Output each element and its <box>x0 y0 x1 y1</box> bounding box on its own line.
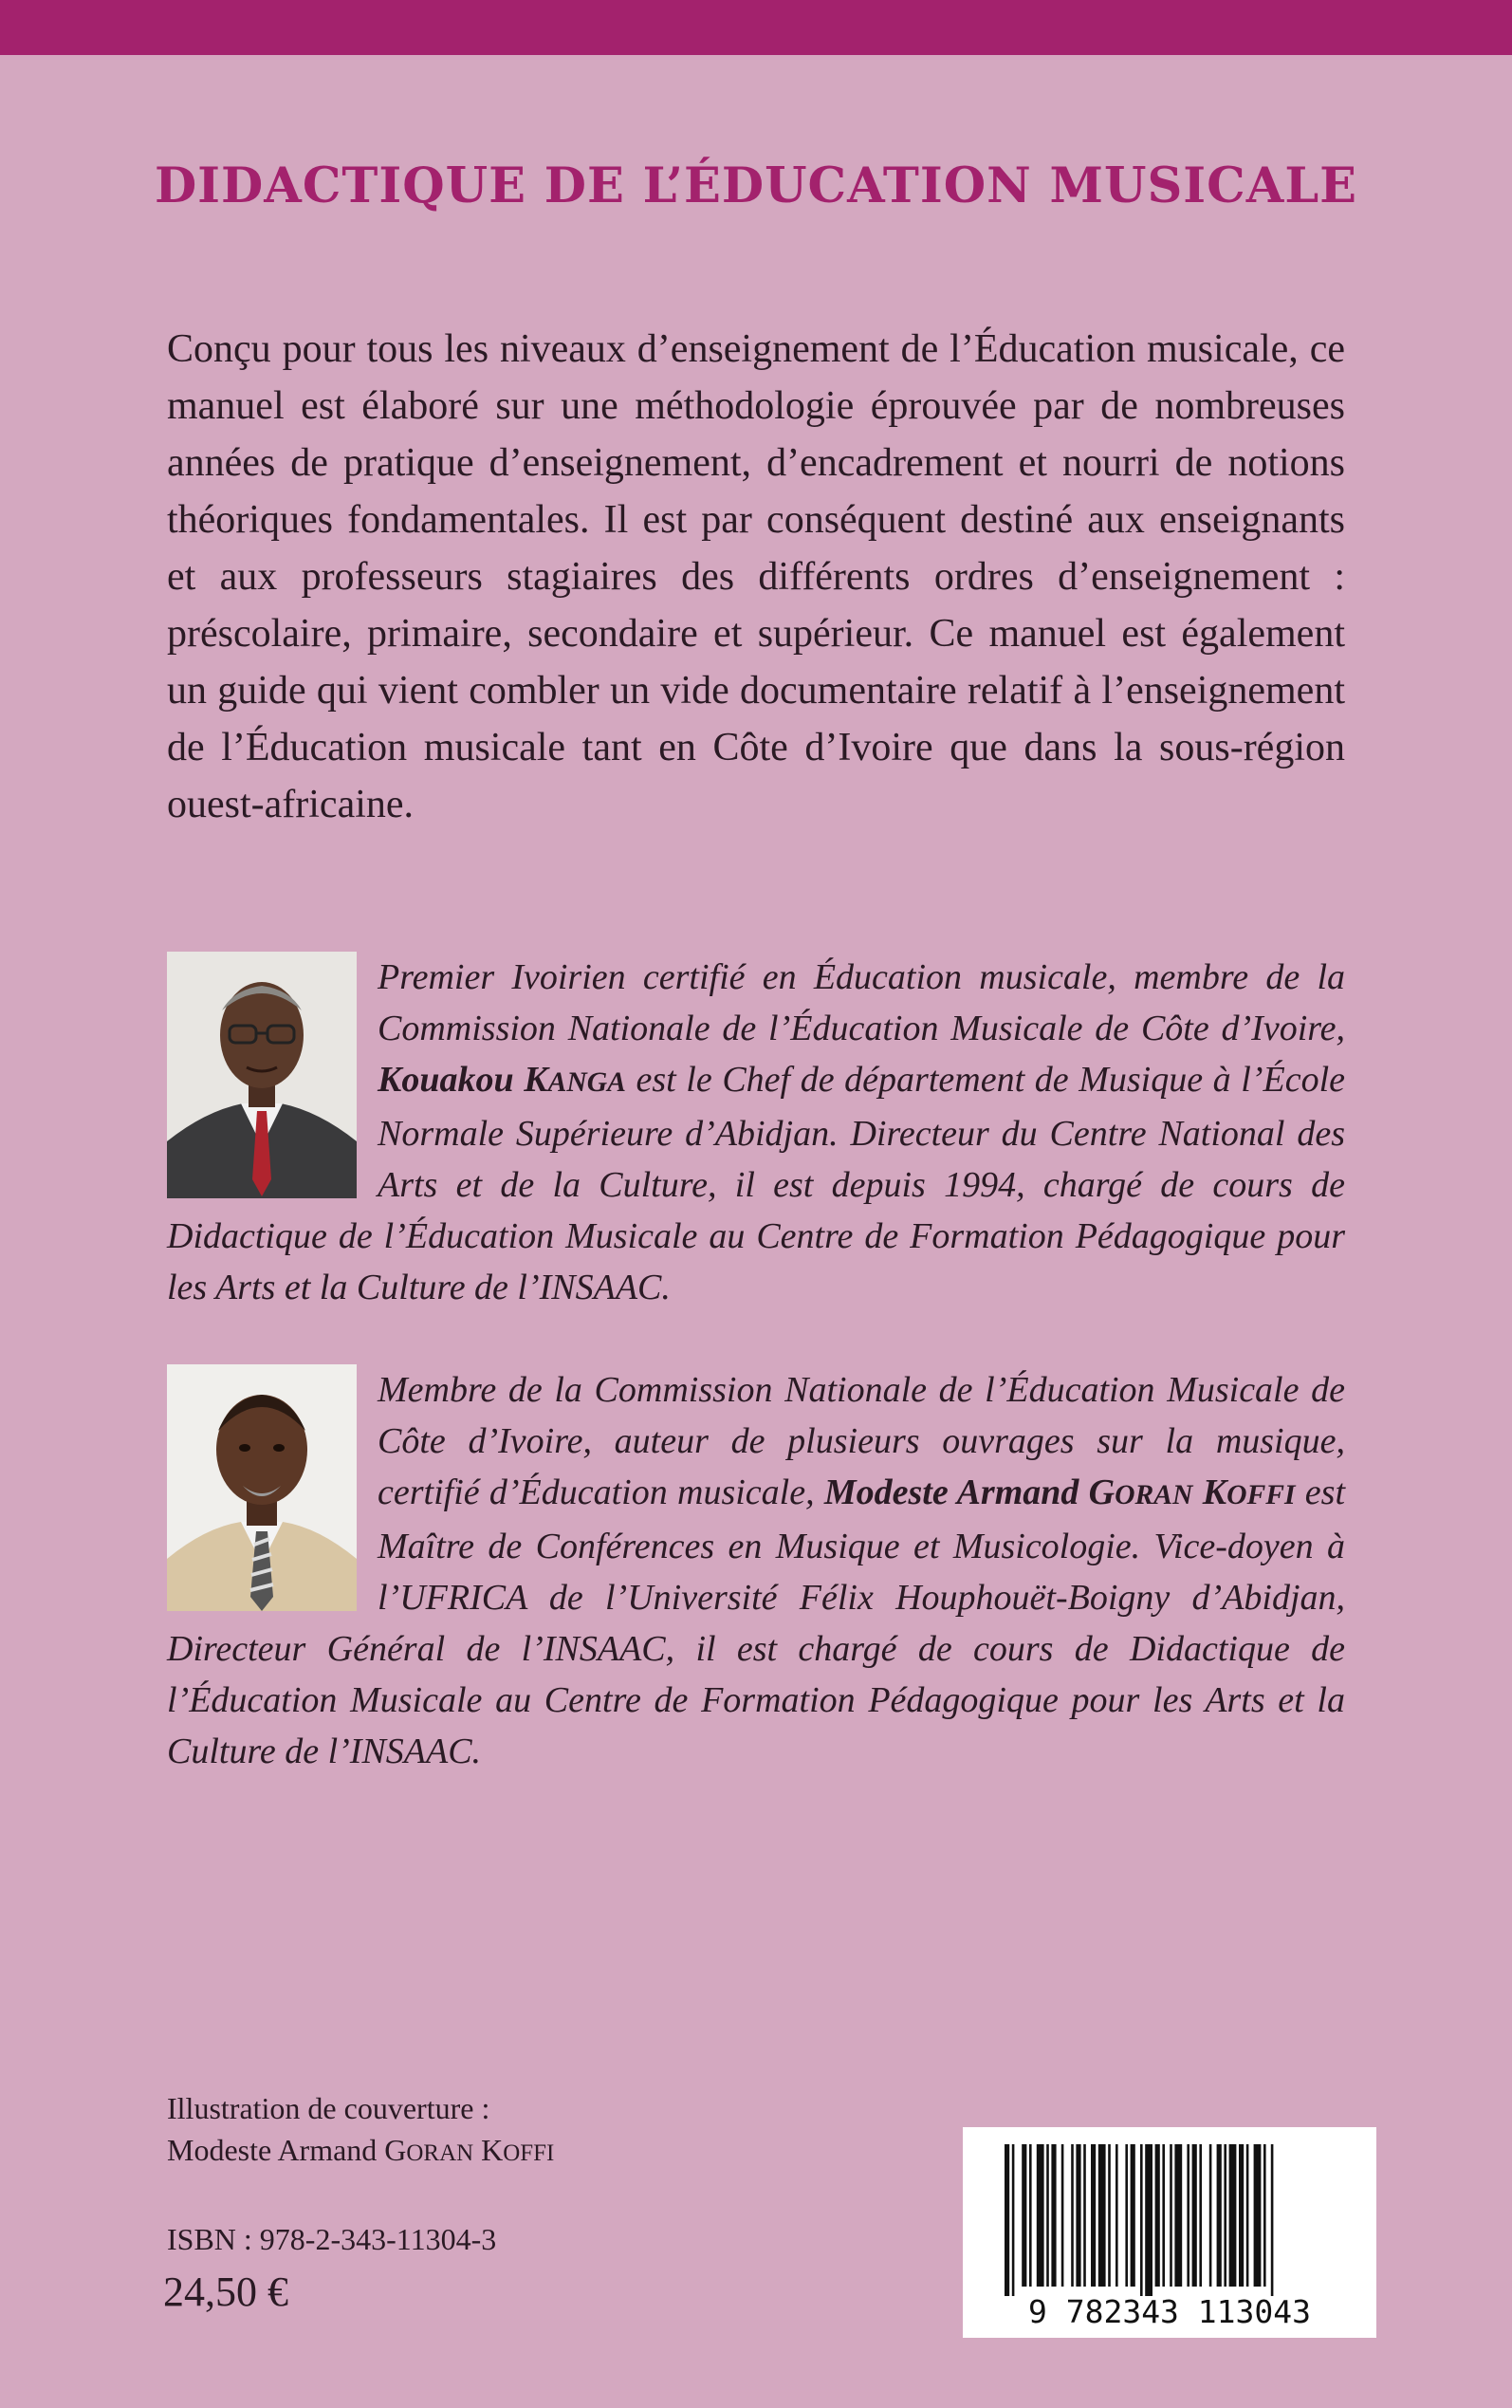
barcode-bar <box>1108 2144 1111 2287</box>
barcode-bar <box>1199 2144 1202 2287</box>
credit-label: Illustration de couverture : <box>167 2091 490 2125</box>
book-summary: Conçu pour tous les niveaux d’enseignement de l’Éducation musicale, ce manuel est élaboré sur une méthodologie éprouvée par de nombreuses années de pratique d’enseignement, d’encadrement et nourri de notions théoriques fondamentales. Il est par conséquent destiné aux enseignants et aux professeurs stagiaires des différents ordres d’enseignement : préscolaire, primaire, secondaire et supérieur. Ce manuel est également un guide qui vient combler un vide documentaire relatif à l’enseignement de l’Éducation musicale tant en Côte d’Ivoire que dans la sous-région ouest-africaine. <box>167 327 1345 826</box>
barcode-bar <box>1116 2144 1118 2287</box>
credit-name: Modeste Armand GORAN KOFFI <box>167 2133 555 2167</box>
barcode-bar <box>1263 2144 1266 2287</box>
barcode-bar <box>1083 2144 1086 2287</box>
barcode-digits: 9 782343 113043 <box>1027 2293 1312 2330</box>
barcode-bar <box>1239 2144 1244 2287</box>
barcode-bar <box>1005 2144 1009 2296</box>
bio-text-after: est Maître de Conférences en Musique et Musicologie. Vice-doyen à l’UFRICA de l’Université Félix Houphouët-Boigny d’Abidjan, Directeur Général de l’INSAAC, il est chargé de cours de Didactique de l’Éducation Musicale au Centre de Formation Pédagogique pour les Arts et la Culture de l’INSAAC. <box>167 1473 1346 1771</box>
author-bio-goran-koffi <box>167 1364 1345 1777</box>
top-color-band <box>0 0 1512 55</box>
isbn: ISBN : 978-2-343-11304-3 <box>167 2222 497 2256</box>
barcode-bar <box>1246 2144 1249 2287</box>
author-name-kanga: Kouakou KANGA <box>378 1060 626 1100</box>
barcode-bar <box>1145 2144 1152 2296</box>
barcode-bar <box>1029 2144 1032 2287</box>
barcode-bar <box>1022 2144 1026 2287</box>
barcode-bar <box>1224 2144 1226 2287</box>
ean13-barcode-icon <box>963 2127 1376 2338</box>
barcode-bar <box>1192 2144 1197 2287</box>
barcode-bar <box>1061 2144 1064 2287</box>
barcode-bar <box>1170 2144 1172 2287</box>
barcode-bar <box>1140 2144 1143 2296</box>
barcode-bar <box>1098 2144 1106 2287</box>
price: 24,50 € <box>163 2269 288 2315</box>
barcode-box <box>963 2127 1376 2338</box>
barcode-bar <box>1131 2144 1135 2287</box>
barcode-bar <box>1229 2144 1237 2287</box>
book-title: DIDACTIQUE DE L’ÉDUCATION MUSICALE <box>154 157 1358 214</box>
barcode-bar <box>1076 2144 1080 2287</box>
author-name-goran-koffi: Modeste Armand GORAN KOFFI <box>823 1473 1296 1512</box>
bio-text-after: est le Chef de département de Musique à l’École Normale Supérieure d’Abidjan. Directeur du Centre National des Arts et de la Culture, il est depuis 1994, chargé de cours de Didactique de l’Éducation Musicale au Centre de Formation Pédagogique pour les Arts et la Culture de l’INSAAC. <box>167 1060 1345 1307</box>
author-portrait-goran-koffi-icon <box>167 1364 357 1611</box>
barcode-bar <box>1125 2144 1128 2287</box>
cover-illustration-credit <box>167 2087 554 2175</box>
barcode-bar <box>1187 2144 1189 2287</box>
barcode-bar <box>1254 2144 1262 2287</box>
barcode-bar <box>1012 2144 1015 2296</box>
barcode-bar <box>1209 2144 1212 2287</box>
barcode-bar <box>1174 2144 1182 2287</box>
barcode-bar <box>1051 2144 1056 2287</box>
barcode-bar <box>1046 2144 1049 2287</box>
barcode-bar <box>1217 2144 1222 2287</box>
barcode-bar <box>1037 2144 1044 2287</box>
author-bio-kanga <box>167 952 1345 1313</box>
barcode-bar <box>1271 2144 1274 2296</box>
barcode-bar <box>1162 2144 1165 2287</box>
barcode-bar <box>1071 2144 1074 2287</box>
bio-text-before: Premier Ivoirien certifié en Éducation musicale, membre de la Commission Nationale de l’Éducation Musicale de Côte d’Ivoire, <box>378 957 1345 1048</box>
barcode-bar <box>1091 2144 1096 2287</box>
bio-text-before: Membre de la Commission Nationale de l’Éducation Musicale de Côte d’Ivoire, auteur de plusieurs ouvrages sur la musique, certifié d’Éducation musicale, <box>378 1370 1345 1512</box>
barcode-bar <box>1155 2144 1160 2287</box>
author-portrait-kanga-icon <box>167 952 357 1198</box>
